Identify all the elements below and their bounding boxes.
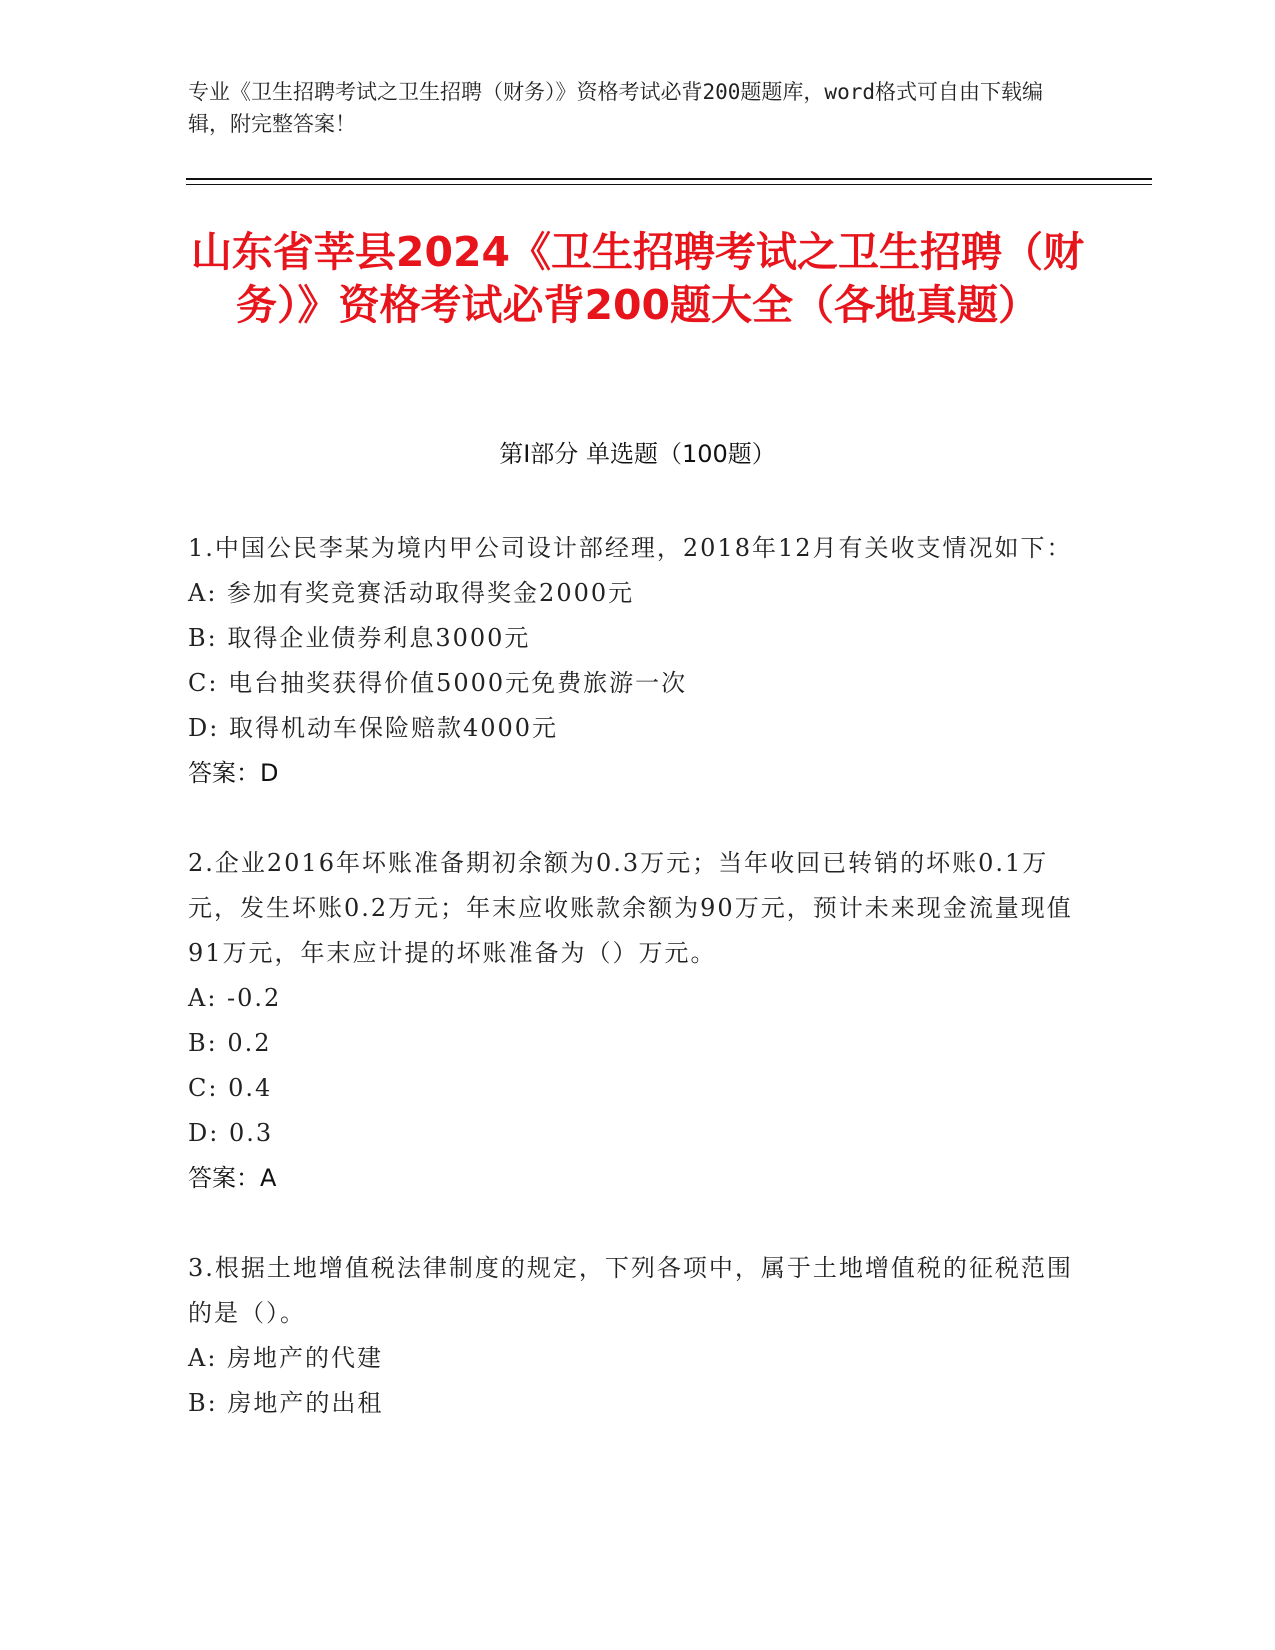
header-divider-thin: [186, 184, 1152, 185]
header-divider-thick: [186, 178, 1152, 180]
header-note: 专业《卫生招聘考试之卫生招聘（财务）》资格考试必背200题题库，word格式可自由下载编辑，附完整答案！: [188, 80, 1043, 136]
question-3: [188, 1246, 1088, 1426]
answer: 答案：D: [188, 759, 279, 787]
option-b: B: 0.2: [188, 1029, 272, 1057]
question-1: [188, 526, 1088, 796]
option-a: A: 房地产的代建: [188, 1344, 384, 1372]
option-d: D: 0.3: [188, 1119, 274, 1147]
option-c: C: 电台抽奖获得价值5000元免费旅游一次: [188, 669, 688, 697]
section-title: 第Ⅰ部分 单选题（100题）: [499, 440, 776, 468]
option-b: B: 取得企业债券利息3000元: [188, 624, 531, 652]
question-2: [188, 841, 1088, 1201]
option-c: C: 0.4: [188, 1074, 273, 1102]
question-text: 2.企业2016年坏账准备期初余额为0.3万元；当年收回已转销的坏账0.1万元，发生坏账0.2万元；年末应收账款余额为90万元，预计未来现金流量现值91万元，年末应计提的坏账准备为（）万元。: [188, 849, 1073, 967]
answer: 答案：A: [188, 1164, 277, 1192]
document-title: 山东省莘县2024《卫生招聘考试之卫生招聘（财务）》资格考试必背200题大全（各地真题）: [190, 228, 1085, 329]
option-b: B: 房地产的出租: [188, 1389, 384, 1417]
question-text: 3.根据土地增值税法律制度的规定，下列各项中，属于土地增值税的征税范围的是（）。: [188, 1254, 1073, 1327]
question-text: 1.中国公民李某为境内甲公司设计部经理，2018年12月有关收支情况如下：: [188, 534, 1073, 562]
option-a: A: 参加有奖竞赛活动取得奖金2000元: [188, 579, 635, 607]
option-d: D: 取得机动车保险赔款4000元: [188, 714, 559, 742]
option-a: A: -0.2: [188, 984, 282, 1012]
question-list: [188, 526, 1088, 1471]
